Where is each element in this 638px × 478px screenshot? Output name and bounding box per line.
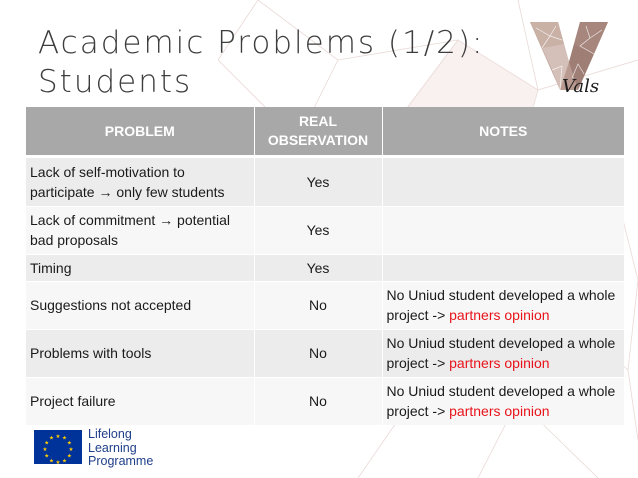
cell-notes	[382, 206, 624, 254]
svg-text:★: ★	[49, 458, 54, 464]
svg-text:★: ★	[62, 435, 67, 442]
cell-problem: Project failure	[26, 377, 254, 425]
svg-text:★: ★	[55, 460, 61, 464]
svg-text:★: ★	[62, 458, 67, 464]
table-row	[26, 254, 624, 281]
cell-observation: No	[254, 377, 382, 425]
cell-notes-text: No Uniud student developed a whole project ->	[386, 335, 616, 371]
problems-table	[26, 107, 624, 425]
cell-notes-highlight: partners opinion	[449, 355, 550, 371]
svg-text:★: ★	[66, 453, 72, 460]
cell-notes-highlight: partners opinion	[449, 403, 550, 420]
llp-line-1: Lifelong	[88, 427, 132, 441]
cell-observation: No	[254, 281, 382, 329]
cell-notes-highlight: partners opinion	[449, 307, 550, 323]
cell-observation: No	[254, 329, 382, 377]
table-row	[26, 156, 624, 206]
svg-text:★: ★	[42, 447, 48, 453]
cell-notes-text: No Uniud student developed a whole project ->	[386, 383, 616, 420]
svg-text:★: ★	[49, 435, 54, 442]
vals-logo-text: Vals	[562, 76, 600, 97]
table-row	[26, 281, 624, 329]
header-real-observation	[254, 107, 382, 156]
cell-observation: Yes	[254, 206, 382, 254]
svg-text:★: ★	[44, 453, 50, 460]
cell-observation: Yes	[254, 254, 382, 281]
eu-flag-icon	[34, 430, 82, 464]
cell-problem: Suggestions not accepted	[26, 281, 254, 329]
cell-problem: Problems with tools	[26, 329, 254, 377]
cell-notes	[382, 156, 624, 206]
slide-title: Academic Problems (1/2): Students	[38, 25, 485, 100]
cell-observation: Yes	[254, 156, 382, 206]
table-row	[26, 329, 624, 377]
cell-problem: Timing	[26, 254, 254, 281]
cell-notes	[382, 281, 624, 329]
svg-text:★: ★	[66, 440, 72, 447]
llp-line-3: Programme	[88, 454, 154, 468]
header-problem: PROBLEM	[26, 107, 254, 156]
svg-text:★: ★	[44, 440, 50, 447]
svg-text:★: ★	[55, 434, 61, 440]
header-real-observation-label: REAL OBSERVATION	[267, 112, 369, 148]
cell-problem: Lack of commitment → potential bad proposals	[26, 206, 254, 254]
cell-notes	[382, 377, 624, 425]
llp-line-2: Learning	[88, 440, 137, 455]
lifelong-learning-text	[88, 428, 208, 469]
table-row	[26, 377, 624, 425]
cell-notes-text: No Uniud student developed a whole project ->	[386, 287, 616, 323]
svg-text:★: ★	[68, 447, 74, 453]
cell-notes	[382, 329, 624, 377]
table-header-row	[26, 107, 624, 156]
table-row	[26, 206, 624, 254]
cell-problem: Lack of self-motivation to participate → only few students	[26, 156, 254, 206]
header-notes: NOTES	[382, 107, 624, 156]
cell-notes	[382, 254, 624, 281]
